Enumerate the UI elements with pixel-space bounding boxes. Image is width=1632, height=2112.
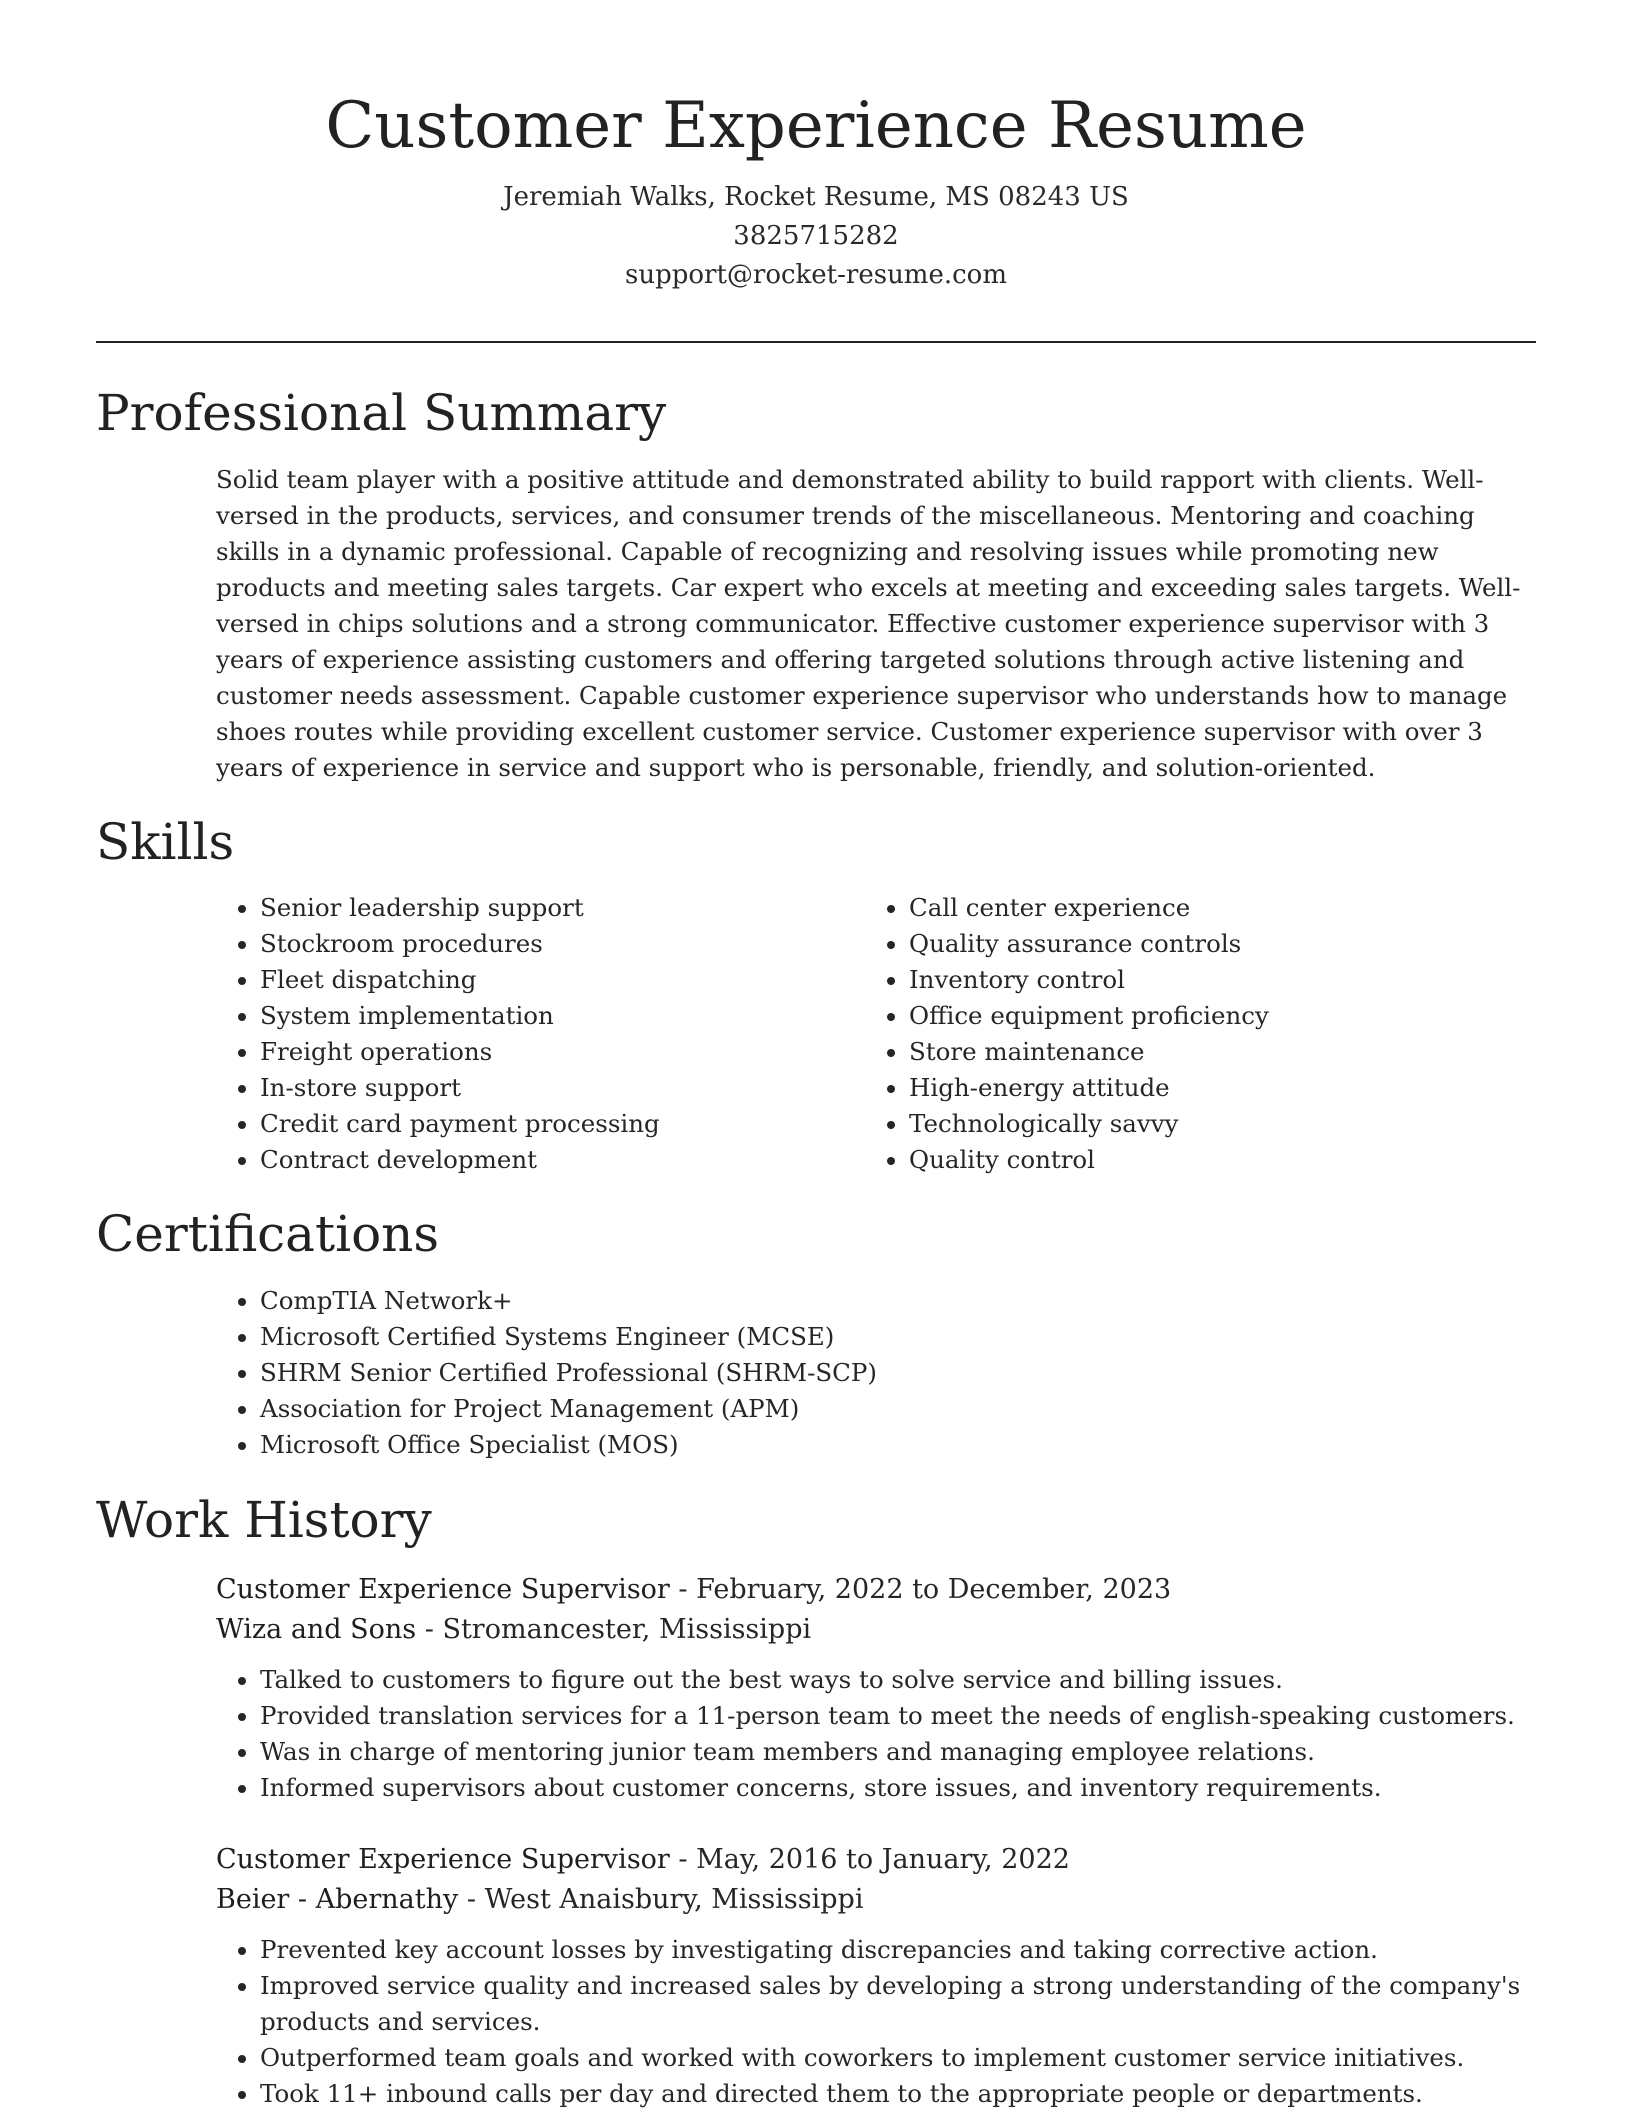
- skill-item: • Quality assurance controls: [909, 926, 1505, 962]
- job-title-line: [216, 1570, 1536, 1610]
- job-location: - Stromancester, Mississippi: [416, 1614, 812, 1645]
- job-dates: - February, 2022 to December, 2023: [669, 1574, 1172, 1605]
- certifications-block: [216, 1283, 1516, 1463]
- contact-info: [0, 178, 1632, 295]
- skill-item: • Contract development: [260, 1142, 836, 1178]
- contact-email: support@rocket-resume.com: [624, 260, 1007, 290]
- job-duties-list: [216, 1932, 1536, 2112]
- job-dates: - May, 2016 to January, 2022: [669, 1844, 1070, 1875]
- job-title-line: [216, 1840, 1536, 1880]
- resume-title: Customer Experience Resume: [325, 89, 1307, 163]
- summary-heading: Professional Summary: [96, 384, 667, 442]
- job-duty-item: • Prevented key account losses by investigating discrepancies and taking corrective action.: [260, 1932, 1536, 1968]
- skill-item: • Inventory control: [909, 962, 1505, 998]
- skills-left-column: [216, 890, 836, 1178]
- job-company: Wiza and Sons: [216, 1614, 417, 1645]
- job-duty-item: • Outperformed team goals and worked with coworkers to implement customer service initiatives.: [260, 2040, 1536, 2076]
- job-duty-item: • Provided translation services for a 11-person team to meet the needs of english-speaking customers.: [260, 1698, 1536, 1734]
- work-history-heading: Work History: [96, 1491, 432, 1549]
- job-entry: [216, 1840, 1536, 2112]
- skill-item: • Call center experience: [909, 890, 1505, 926]
- job-duty-item: • Improved service quality and increased sales by developing a strong understanding of the company's products and services.: [260, 1968, 1536, 2040]
- job-title: Customer Experience Supervisor: [216, 1574, 670, 1605]
- job-entry: [216, 1570, 1536, 1806]
- job-title: Customer Experience Supervisor: [216, 1844, 670, 1875]
- job-company-line: [216, 1880, 1536, 1920]
- skill-item: • In-store support: [260, 1070, 836, 1106]
- skill-item: • Fleet dispatching: [260, 962, 836, 998]
- skill-item: • Stockroom procedures: [260, 926, 836, 962]
- certification-item: • Microsoft Office Specialist (MOS): [260, 1427, 1516, 1463]
- skill-item: • Senior leadership support: [260, 890, 836, 926]
- skills-right-column: [865, 890, 1505, 1178]
- job-duty-item: • Took 11+ inbound calls per day and directed them to the appropriate people or departments.: [260, 2076, 1536, 2112]
- certification-item: • Association for Project Management (APM): [260, 1391, 1516, 1427]
- job-duty-item: • Informed supervisors about customer concerns, store issues, and inventory requirements.: [260, 1770, 1536, 1806]
- skill-item: • Freight operations: [260, 1034, 836, 1070]
- resume-header: [0, 0, 1632, 295]
- contact-phone: 3825715282: [733, 221, 899, 251]
- skills-heading: Skills: [96, 813, 235, 871]
- skill-item: • Office equipment proficiency: [909, 998, 1505, 1034]
- skill-item: • Store maintenance: [909, 1034, 1505, 1070]
- skills-list-right: [865, 890, 1505, 1178]
- job-duty-item: • Talked to customers to figure out the best ways to solve service and billing issues.: [260, 1662, 1536, 1698]
- skill-item: • Technologically savvy: [909, 1106, 1505, 1142]
- certifications-list: [216, 1283, 1516, 1463]
- summary-text: Solid team player with a positive attitude and demonstrated ability to build rapport with clients. Well-versed in the products, services, and consumer trends of the miscellaneous. Mentoring and coaching skills in a dynamic professional. Capable of recognizing and resolving issues while promoting new products and meeting sales targets. Car expert who excels at meeting and exceeding sales targets. Well-versed in chips solutions and a strong communicator. Effective customer experience supervisor with 3 years of experience assisting customers and offering targeted solutions through active listening and customer needs assessment. Capable customer experience supervisor who understands how to manage shoes routes while providing excellent customer service. Customer experience supervisor with over 3 years of experience in service and support who is personable, friendly, and solution-oriented.: [216, 465, 1521, 782]
- skills-list-left: [216, 890, 836, 1178]
- skill-item: • Credit card payment processing: [260, 1106, 836, 1142]
- skill-item: • System implementation: [260, 998, 836, 1034]
- skill-item: • Quality control: [909, 1142, 1505, 1178]
- contact-address: Jeremiah Walks, Rocket Resume, MS 08243 US: [503, 182, 1129, 212]
- job-company: Beier - Abernathy: [216, 1884, 459, 1915]
- skill-item: • High-energy attitude: [909, 1070, 1505, 1106]
- job-duty-item: • Was in charge of mentoring junior team members and managing employee relations.: [260, 1734, 1536, 1770]
- header-divider: [96, 341, 1536, 343]
- job-location: - West Anaisbury, Mississippi: [458, 1884, 864, 1915]
- job-company-line: [216, 1610, 1536, 1650]
- job-duties-list: [216, 1662, 1536, 1806]
- certification-item: • CompTIA Network+: [260, 1283, 1516, 1319]
- certification-item: • Microsoft Certified Systems Engineer (MCSE): [260, 1319, 1516, 1355]
- certifications-heading: Certifications: [96, 1205, 440, 1263]
- certification-item: • SHRM Senior Certified Professional (SHRM-SCP): [260, 1355, 1516, 1391]
